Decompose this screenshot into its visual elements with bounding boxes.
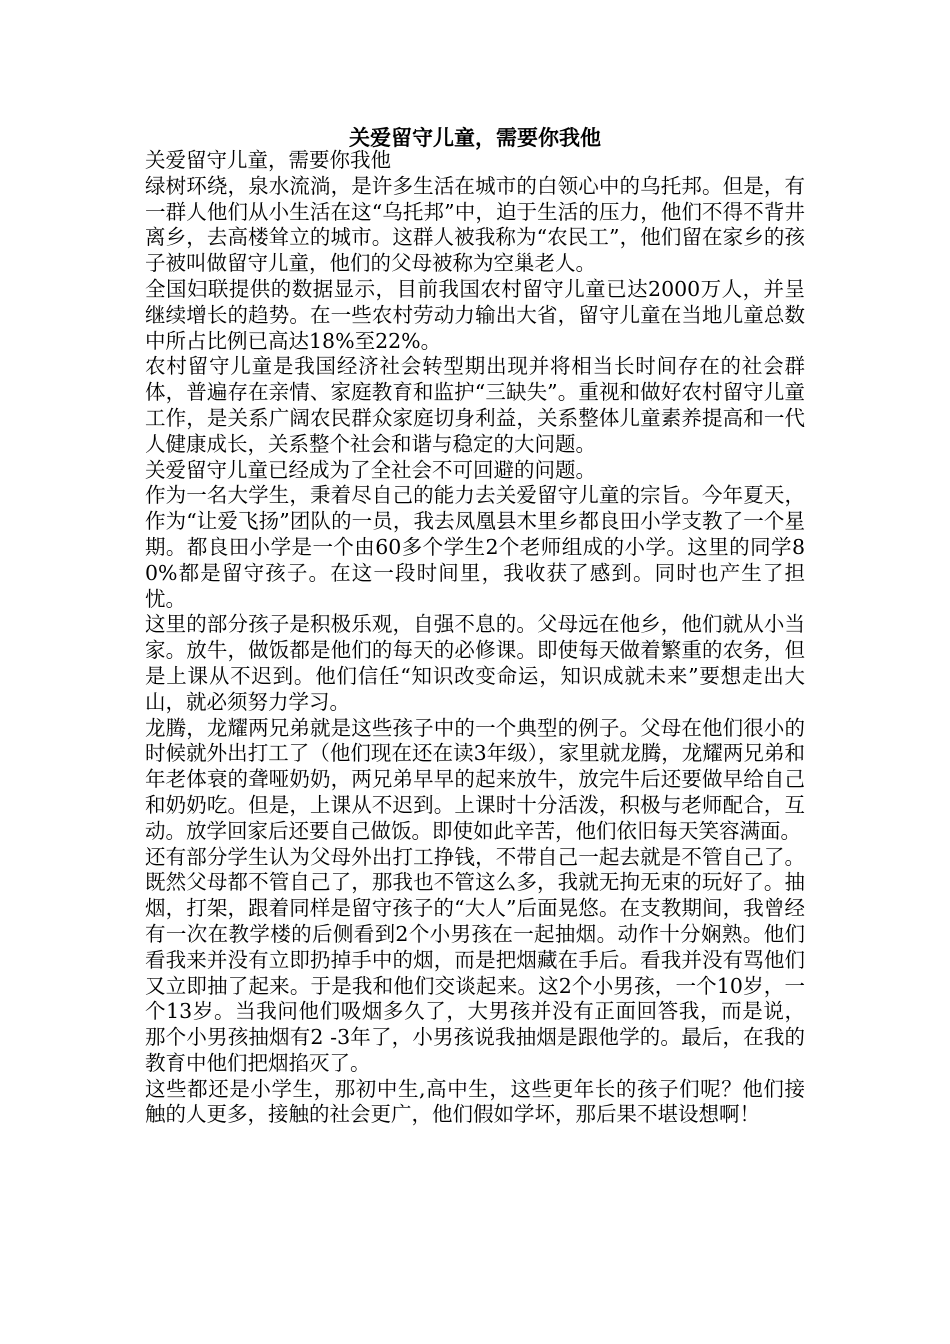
paragraph: 这里的部分孩子是积极乐观，自强不息的。父母远在他乡，他们就从小当家。放牛，做饭都是他们的每天的必修课。即使每天做着繁重的农务，但是上课从不迟到。他们信任“知识改变命运，知识成就未来”要想走出大山，就必须努力学习。 [145,612,805,714]
paragraph: 这些都还是小学生，那初中生,高中生，这些更年长的孩子们呢？他们接触的人更多，接触的社会更广，他们假如学坏，那后果不堪设想啊！ [145,1076,805,1127]
paragraph: 绿树环绕，泉水流淌，是许多生活在城市的白领心中的乌托邦。但是，有一群人他们从小生活在这“乌托邦”中，迫于生活的压力，他们不得不背井离乡，去高楼耸立的城市。这群人被我称为“农民工”，他们留在家乡的孩子被叫做留守儿童，他们的父母被称为空巢老人。 [145,173,805,276]
paragraph: 龙腾，龙耀两兄弟就是这些孩子中的一个典型的例子。父母在他们很小的时候就外出打工了（他们现在还在读3年级），家里就龙腾，龙耀两兄弟和年老体衰的聋哑奶奶，两兄弟早早的起来放牛，放完牛后还要做早给自己和奶奶吃。但是，上课从不迟到。上课时十分活泼，积极与老师配合，互动。放学回家后还要自己做饭。即使如此辛苦，他们依旧每天笑容满面。 [145,715,805,843]
paragraph: 作为一名大学生，秉着尽自己的能力去关爱留守儿童的宗旨。今年夏天，作为“让爱飞扬”团队的一员，我去凤凰县木里乡都良田小学支教了一个星期。都良田小学是一个由60多个学生2个老师组成的小学。这里的同学80%都是留守孩子。在这一段时间里，我收获了感到。同时也产生了担忧。 [145,483,805,611]
paragraph-subtitle: 关爱留守儿童，需要你我他 [145,148,391,172]
document-body [145,148,805,1128]
document-title: 关爱留守儿童，需要你我他 [349,125,601,150]
paragraph: 农村留守儿童是我国经济社会转型期出现并将相当长时间存在的社会群体，普遍存在亲情、家庭教育和监护“三缺失”。重视和做好农村留守儿童工作，是关系广阔农民群众家庭切身利益，关系整体儿童素养提高和一代人健康成长，关系整个社会和谐与稳定的大问题。 [145,354,805,456]
paragraph: 还有部分学生认为父母外出打工挣钱，不带自己一起去就是不管自己了。既然父母都不管自己了，那我也不管这么多，我就无拘无束的玩好了。抽烟，打架，跟着同样是留守孩子的“大人”后面晃悠。在支教期间，我曾经有一次在教学楼的后侧看到2个小男孩在一起抽烟。动作十分娴熟。他们看我来并没有立即扔掉手中的烟，而是把烟藏在手后。看我并没有骂他们又立即抽了起来。于是我和他们交谈起来。这2个小男孩，一个10岁，一个13岁。当我问他们吸烟多久了，大男孩并没有正面回答我，而是说，那个小男孩抽烟有2 -3年了，小男孩说我抽烟是跟他学的。最后，在我的教育中他们把烟掐灭了。 [145,844,805,1075]
paragraph: 全国妇联提供的数据显示，目前我国农村留守儿童已达2000万人，并呈继续增长的趋势。在一些农村劳动力输出大省，留守儿童在当地儿童总数中所占比例已高达18%至22%。 [145,276,805,353]
paragraph: 关爱留守儿童已经成为了全社会不可回避的问题。 [145,457,596,482]
